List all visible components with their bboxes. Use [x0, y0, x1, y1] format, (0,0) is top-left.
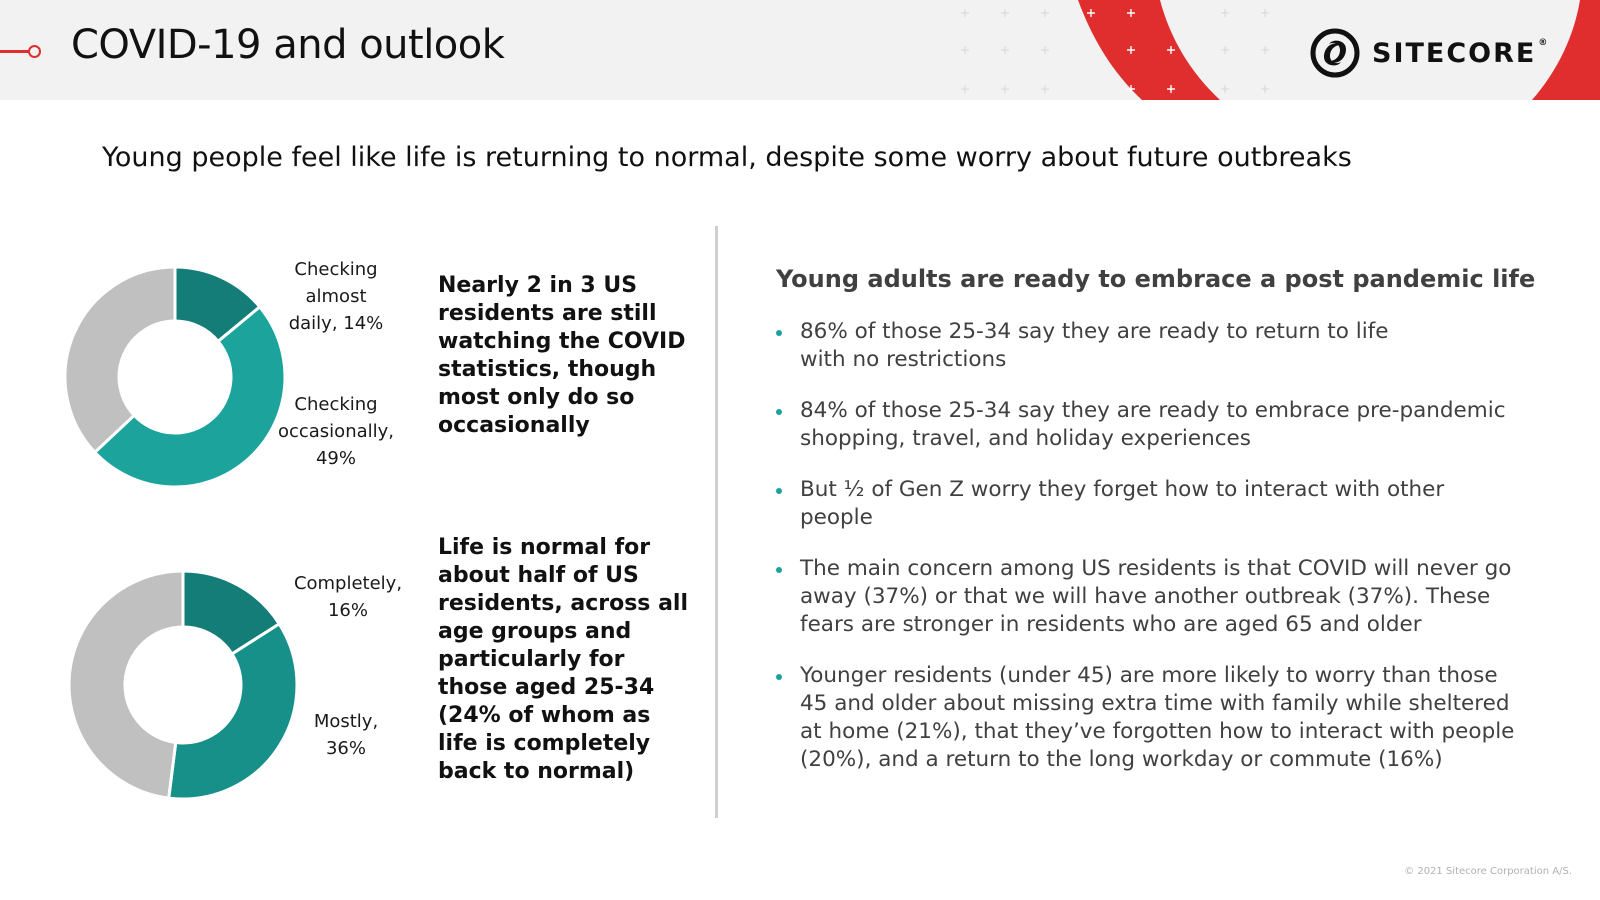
- label-line: Completely,: [293, 573, 403, 594]
- list-item: [776, 318, 1400, 374]
- donut-chart-covid-statistics: [60, 262, 290, 492]
- column-divider: [715, 226, 718, 818]
- callout-covid-statistics: Nearly 2 in 3 US residents are still watching the COVID statistics, though most only do so occasionally: [438, 273, 686, 438]
- header-accent-line: [0, 50, 30, 53]
- bullet-text: Younger residents (under 45) are more likely to worry than those 45 and older about missing extra time with family while sheltered at home (21%), that they’ve forgotten how to interact with people (20%), and a return to the long workday or commute (16%): [800, 663, 1515, 772]
- list-item: [776, 555, 1531, 639]
- bullet-dot-icon: [776, 409, 782, 415]
- label-line: 16%: [327, 600, 368, 621]
- copyright-footer: © 2021 Sitecore Corporation A/S.: [1404, 866, 1572, 877]
- bullet-dot-icon: [776, 330, 782, 336]
- bullet-text: 86% of those 25-34 say they are ready to return to life with no restrictions: [800, 319, 1389, 372]
- label-line: daily, 14%: [288, 313, 384, 334]
- bullet-dot-icon: [776, 567, 782, 573]
- label-line: Checking: [294, 259, 378, 280]
- brand-name: SITECORE: [1372, 37, 1537, 69]
- list-item: [776, 397, 1531, 453]
- label-checking-daily: [286, 256, 386, 337]
- bullet-dot-icon: [776, 488, 782, 494]
- label-mostly: [306, 708, 386, 762]
- bullet-text: 84% of those 25-34 say they are ready to embrace pre-pandemic shopping, travel, and holiday experiences: [800, 398, 1506, 451]
- sitecore-logo-icon: [1310, 28, 1360, 78]
- callout-life-normal: Life is normal for about half of US residents, across all age groups and particularly for those aged 25-34 (24% of whom as life is completely back to normal): [438, 535, 688, 784]
- donut-slice-3: [69, 571, 183, 798]
- label-checking-occasionally: [272, 391, 400, 472]
- label-line: Checking: [294, 394, 378, 415]
- label-line: 49%: [315, 448, 356, 469]
- label-line: almost: [305, 286, 367, 307]
- sitecore-logo: [1310, 28, 1549, 78]
- label-line: Mostly,: [313, 711, 379, 732]
- donut-chart-life-normal: [65, 567, 301, 803]
- header-bar: [0, 0, 1600, 100]
- label-line: 36%: [325, 738, 366, 759]
- bullet-dot-icon: [776, 674, 782, 680]
- right-column-heading: Young adults are ready to embrace a post pandemic life: [776, 265, 1536, 293]
- slide-subtitle: Young people feel like life is returning to normal, despite some worry about future outbreaks: [102, 142, 1352, 173]
- bullet-text: The main concern among US residents is that COVID will never go away (37%) or that we will have another outbreak (37%). These fears are stronger in residents who are aged 65 and older: [800, 556, 1512, 637]
- label-line: occasionally,: [277, 421, 395, 442]
- list-item: [776, 476, 1480, 532]
- findings-list: [776, 318, 1531, 797]
- header-accent-dot: [28, 45, 41, 58]
- bullet-text: But ½ of Gen Z worry they forget how to interact with other people: [800, 477, 1445, 530]
- label-completely: [290, 570, 406, 624]
- sitecore-wordmark: [1372, 38, 1549, 69]
- list-item: [776, 662, 1531, 774]
- slide-title: COVID-19 and outlook: [71, 22, 505, 68]
- registered-mark: ®: [1538, 37, 1550, 48]
- donut-slice-3: [65, 267, 175, 452]
